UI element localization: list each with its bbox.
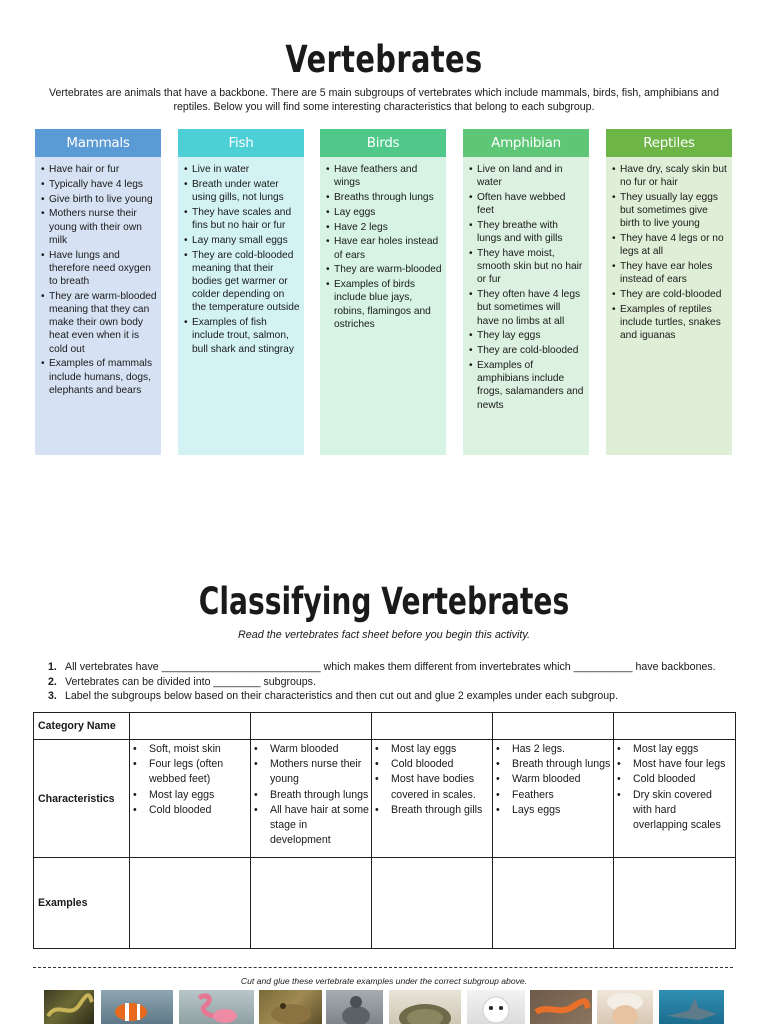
examples-cell[interactable] (251, 858, 372, 949)
row-header: Examples (34, 858, 130, 949)
question-number: 3. (48, 690, 57, 703)
toad-photo[interactable] (259, 990, 322, 1024)
salamander-icon (530, 990, 592, 1024)
column-mammals (35, 129, 161, 455)
characteristic-item: • Cold blooded (133, 803, 248, 818)
characteristics-cell (372, 740, 493, 858)
characteristic-item: • Mothers nurse their young (254, 757, 369, 787)
column-list (463, 157, 589, 412)
column-item: • Lay eggs (326, 206, 442, 219)
question-text: Vertebrates can be divided into ________ subgroups. (65, 675, 316, 688)
characteristic-item: • Warm blooded (496, 772, 611, 787)
question-item (48, 660, 748, 675)
column-item: • They lay eggs (469, 329, 585, 342)
column-item: • Have lungs and therefore need oxygen to breath (41, 249, 157, 289)
column-item: • Live in water (184, 163, 300, 176)
cut-line (33, 967, 733, 968)
column-item: • Have ear holes instead of ears (326, 235, 442, 261)
snake-icon (44, 990, 94, 1024)
intro-paragraph: Vertebrates are animals that have a backbone. There are 5 main subgroups of vertebrates which include mammals, birds, fish, amphibians and reptiles. Below you will find some interesting characteristics that belong to each subgroup. (49, 87, 719, 113)
category-name-cell[interactable] (251, 713, 372, 740)
column-birds (320, 129, 446, 455)
column-list (320, 157, 446, 331)
snake-photo[interactable] (44, 990, 94, 1024)
column-item: • They often have 4 legs but sometimes will have no limbs at all (469, 288, 585, 328)
characteristic-item: • Breath through lungs (254, 788, 369, 803)
characteristic-item: • Four legs (often webbed feet) (133, 757, 248, 787)
column-item: • They have scales and fins but no hair or fur (184, 206, 300, 232)
column-header: Birds (320, 129, 446, 157)
column-item: • Breath under water using gills, not lungs (184, 178, 300, 204)
table-row (34, 740, 736, 858)
examples-cell[interactable] (372, 858, 493, 949)
table-row (34, 713, 736, 740)
characteristics-list (130, 740, 250, 818)
characteristics-cell (251, 740, 372, 858)
flamingo-photo[interactable] (179, 990, 254, 1024)
characteristic-item: • Lays eggs (496, 803, 611, 818)
characteristic-item: • Most lay eggs (617, 742, 733, 757)
turtle-icon (389, 990, 461, 1024)
column-reptiles (606, 129, 732, 455)
column-item: • They have 4 legs or no legs at all (612, 232, 728, 258)
activity-subtitle: Read the vertebrates fact sheet before you begin this activity. (237, 629, 531, 641)
column-item: • Examples of birds include blue jays, robins, flamingos and ostriches (326, 278, 442, 331)
column-item: • They are warm-blooded (326, 263, 442, 276)
turtle-photo[interactable] (389, 990, 461, 1024)
category-name-cell[interactable] (614, 713, 736, 740)
characteristic-item: • Breath through lungs (496, 757, 611, 772)
category-name-cell[interactable] (372, 713, 493, 740)
salamander-photo[interactable] (530, 990, 592, 1024)
question-number: 1. (48, 661, 57, 673)
baby-photo[interactable] (597, 990, 653, 1024)
frog-icon (259, 990, 322, 1024)
classification-table (33, 712, 736, 949)
column-item: • Give birth to live young (41, 193, 157, 206)
column-header: Reptiles (606, 129, 732, 157)
column-item: • They are warm-blooded meaning that they can make their own body heat even when it is cold out (41, 290, 157, 356)
examples-cell[interactable] (130, 858, 251, 949)
characteristic-item: • Breath through gills (375, 803, 490, 818)
examples-cell[interactable] (614, 858, 736, 949)
shark-photo[interactable] (659, 990, 724, 1024)
column-item: • Examples of fish include trout, salmon, bull shark and stingray (184, 316, 300, 356)
clownfish-photo[interactable] (101, 990, 173, 1024)
column-item: • Have 2 legs (326, 221, 442, 234)
column-amphibian (463, 129, 589, 455)
category-name-cell[interactable] (130, 713, 251, 740)
characteristic-item: • All have hair at some stage in development (254, 803, 369, 849)
activity-title: Classifying Vertebrates (198, 580, 570, 623)
question-item (48, 675, 748, 690)
column-item: • Have hair or fur (41, 163, 157, 176)
column-item: • Mothers nurse their young with their own milk (41, 207, 157, 247)
dog-photo[interactable] (467, 990, 525, 1024)
question-list (48, 660, 748, 704)
pigeon-photo[interactable] (326, 990, 383, 1024)
shark-icon (659, 990, 724, 1024)
column-item: • Examples of amphibians include frogs, salamanders and newts (469, 359, 585, 412)
question-text: Label the subgroups below based on their characteristics and then cut out and glue 2 examples under each subgroup. (65, 690, 619, 703)
column-header: Fish (178, 129, 304, 157)
characteristic-item: • Dry skin covered with hard overlapping scales (617, 788, 733, 834)
characteristics-cell (130, 740, 251, 858)
dog-icon (467, 990, 525, 1024)
column-list (606, 157, 732, 343)
column-list (178, 157, 304, 356)
column-item: • Lay many small eggs (184, 234, 300, 247)
column-item: • They are cold-blooded (469, 344, 585, 357)
characteristic-item: • Feathers (496, 788, 611, 803)
column-list (35, 157, 161, 397)
question-item (48, 689, 748, 704)
cut-caption: Cut and glue these vertebrate examples under the correct subgroup above. (240, 976, 528, 986)
page-title: Vertebrates (285, 38, 483, 81)
column-item: • They breathe with lungs and with gills (469, 219, 585, 245)
column-item: • Have feathers and wings (326, 163, 442, 189)
characteristic-item: • Most lay eggs (375, 742, 490, 757)
characteristics-cell (493, 740, 614, 858)
examples-cell[interactable] (493, 858, 614, 949)
characteristic-item: • Most lay eggs (133, 788, 248, 803)
column-item: • They are cold-blooded (612, 288, 728, 301)
characteristic-item: • Warm blooded (254, 742, 369, 757)
question-text: All vertebrates have ___________________________ which makes them different from invertebrates which __________ have backbones. (65, 661, 716, 673)
table-row (34, 858, 736, 949)
column-item: • Examples of mammals include humans, dogs, elephants and bears (41, 357, 157, 397)
row-header: Category Name (34, 713, 130, 740)
column-item: • Live on land and in water (469, 163, 585, 189)
category-name-cell[interactable] (493, 713, 614, 740)
characteristic-item: • Soft, moist skin (133, 742, 248, 757)
baby-icon (597, 990, 653, 1024)
characteristics-list (614, 740, 735, 833)
characteristic-item: • Most have four legs (617, 757, 733, 772)
column-item: • Breaths through lungs (326, 191, 442, 204)
column-item: • They are cold-blooded meaning that their bodies get warmer or colder depending on the temperature outside (184, 249, 300, 315)
question-number: 2. (48, 675, 57, 688)
characteristics-list (372, 740, 492, 818)
characteristic-item: • Most have bodies covered in scales. (375, 772, 490, 802)
column-item: • They have ear holes instead of ears (612, 260, 728, 286)
column-fish (178, 129, 304, 455)
column-item: • Examples of reptiles include turtles, snakes and iguanas (612, 303, 728, 343)
column-item: • They have moist, smooth skin but no hair or fur (469, 247, 585, 287)
characteristic-item: • Cold blooded (617, 772, 733, 787)
characteristic-item: • Has 2 legs. (496, 742, 611, 757)
column-item: • Have dry, scaly skin but no fur or hair (612, 163, 728, 189)
bird-icon (326, 990, 383, 1024)
column-item: • They usually lay eggs but sometimes give birth to live young (612, 191, 728, 231)
fish-icon (101, 990, 173, 1024)
row-header: Characteristics (34, 740, 130, 858)
characteristics-list (251, 740, 371, 848)
column-item: • Typically have 4 legs (41, 178, 157, 191)
flamingo-icon (179, 990, 254, 1024)
column-item: • Often have webbed feet (469, 191, 585, 217)
characteristics-cell (614, 740, 736, 858)
characteristic-item: • Cold blooded (375, 757, 490, 772)
column-header: Amphibian (463, 129, 589, 157)
characteristics-list (493, 740, 613, 818)
column-header: Mammals (35, 129, 161, 157)
